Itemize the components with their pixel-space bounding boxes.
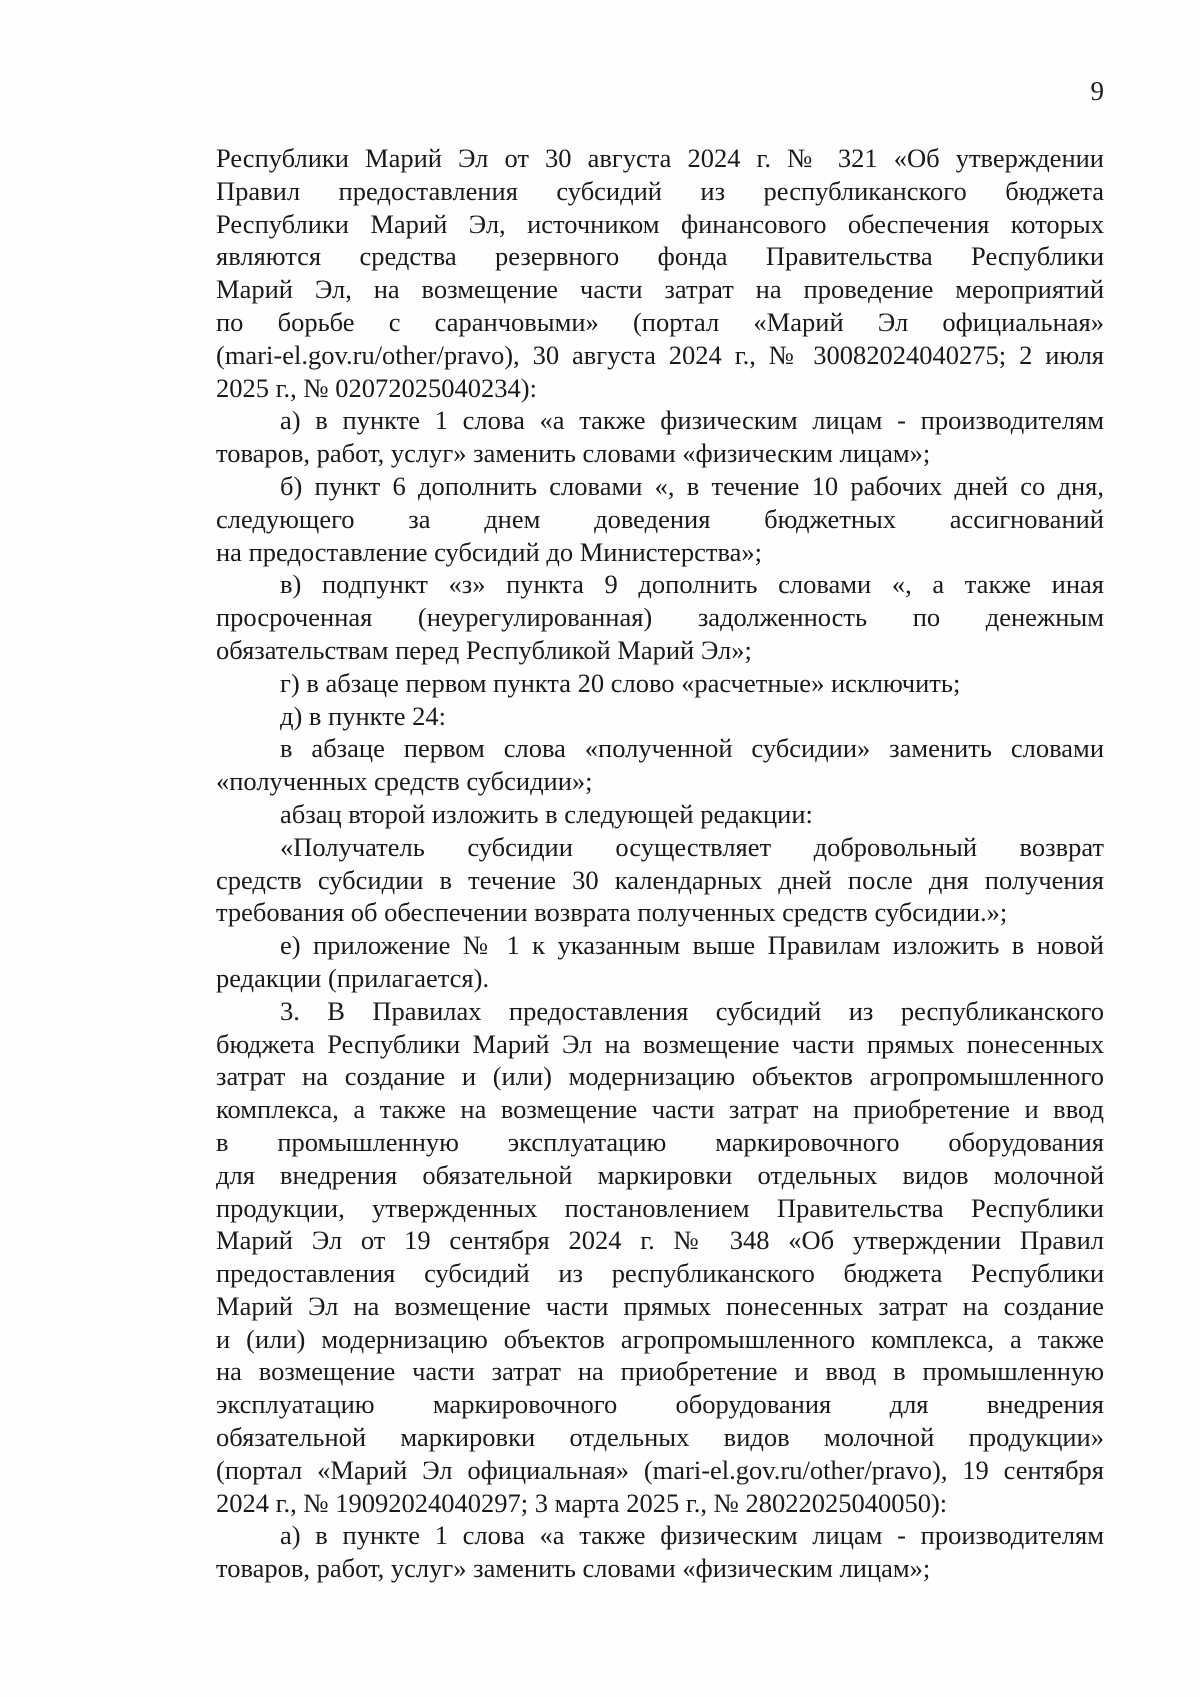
text-line: «полученных средств субсидии»; [216,766,593,797]
text-line: г) в абзаце первом пункта 20 слово «расчетные» исключить; [280,667,961,698]
text-line: предоставления субсидий из республиканского бюджета Республики [216,1258,1104,1289]
text-line: (портал «Марий Эл официальная» (mari-el.gov.ru/other/pravo), 19 сентября [216,1454,1104,1485]
text-line: просроченная (неурегулированная) задолженность по денежным [216,602,1104,633]
text-line: продукции, утвержденных постановлением Правительства Республики [216,1192,1104,1223]
text-line: обязательной маркировки отдельных видов молочной продукции» [216,1422,1104,1453]
text-line: на возмещение части затрат на приобретение и ввод в промышленную [216,1356,1104,1387]
document-body [216,142,1104,1585]
text-line: Правил предоставления субсидий из республиканского бюджета [216,175,1104,206]
text-line: в) подпункт «з» пункта 9 дополнить словами «, а также иная [280,569,1104,600]
text-line: 3. В Правилах предоставления субсидий из республиканского [280,995,1104,1026]
text-line: являются средства резервного фонда Правительства Республики [216,241,1104,272]
text-line: средств субсидии в течение 30 календарных дней после дня получения [216,864,1104,895]
text-line: Республики Марий Эл, источником финансового обеспечения которых [216,208,1104,239]
text-line: редакции (прилагается). [216,962,490,993]
text-line: е) приложение № 1 к указанным выше Правилам изложить в новой [280,930,1104,961]
text-line: требования об обеспечении возврата полученных средств субсидии.»; [216,897,1008,928]
text-line: товаров, работ, услуг» заменить словами «физическим лицам»; [216,438,931,469]
text-line: б) пункт 6 дополнить словами «, в течение 10 рабочих дней со дня, [280,470,1104,501]
text-line: комплекса, а также на возмещение части затрат на приобретение и ввод [216,1094,1104,1125]
text-line: эксплуатацию маркировочного оборудования для внедрения [216,1389,1104,1420]
text-line: Марий Эл, на возмещение части затрат на проведение мероприятий [216,274,1104,305]
text-line: бюджета Республики Марий Эл на возмещение части прямых понесенных [216,1028,1104,1059]
text-line: (mari-el.gov.ru/other/pravo), 30 августа 2024 г., № 30082024040275; 2 июля [216,339,1104,370]
text-line: товаров, работ, услуг» заменить словами «физическим лицам»; [216,1553,931,1584]
page-number: 9 [1090,76,1104,106]
text-line: а) в пункте 1 слова «а также физическим лицам - производителям [280,1520,1104,1551]
text-line: «Получатель субсидии осуществляет добровольный возврат [280,831,1104,862]
text-line: 2024 г., № 19092024040297; 3 марта 2025 г., № 28022025040050): [216,1487,948,1518]
text-line: на предоставление субсидий до Министерства»; [216,536,763,567]
text-line: абзац второй изложить в следующей редакции: [280,798,813,829]
text-line: по борьбе с саранчовыми» (портал «Марий Эл официальная» [216,306,1104,337]
text-line: Марий Эл на возмещение части прямых понесенных затрат на создание [216,1290,1104,1321]
text-line: Республики Марий Эл от 30 августа 2024 г. № 321 «Об утверждении [216,143,1104,173]
text-line: в абзаце первом слова «полученной субсидии» заменить словами [280,733,1104,764]
text-line: следующего за днем доведения бюджетных ассигнований [216,503,1104,534]
text-line: а) в пункте 1 слова «а также физическим лицам - производителям [280,405,1104,436]
text-line: обязательствам перед Республикой Марий Эл»; [216,634,752,665]
text-line: 2025 г., № 02072025040234): [216,372,537,403]
text-line: в промышленную эксплуатацию маркировочного оборудования [216,1126,1104,1157]
text-line: и (или) модернизацию объектов агропромышленного комплекса, а также [216,1323,1104,1354]
text-line: д) в пункте 24: [280,700,447,731]
text-line: затрат на создание и (или) модернизацию объектов агропромышленного [216,1061,1104,1092]
text-line: для внедрения обязательной маркировки отдельных видов молочной [216,1159,1104,1190]
text-line: Марий Эл от 19 сентября 2024 г. № 348 «Об утверждении Правил [216,1225,1104,1256]
